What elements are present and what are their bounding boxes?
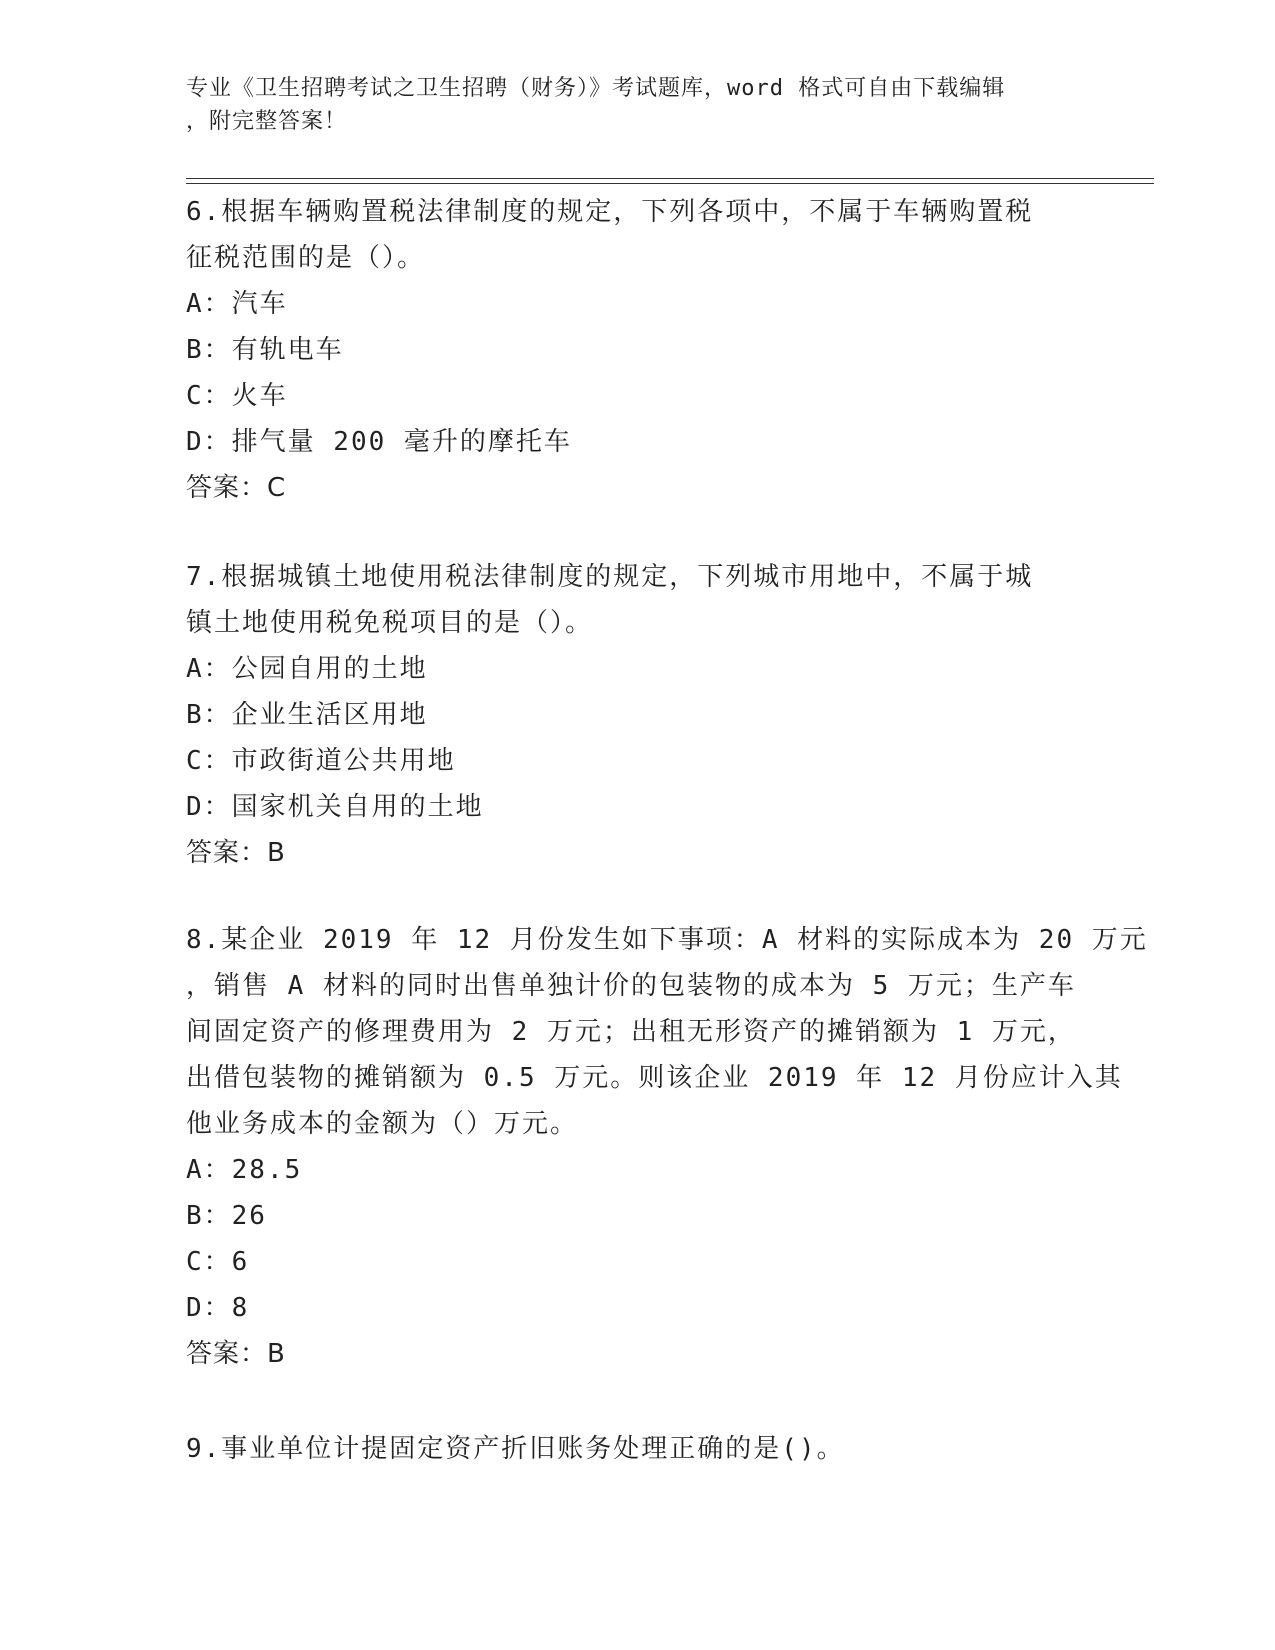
option-c: C：火车 (186, 381, 288, 411)
question-stem-line: 出借包装物的摊销额为 0.5 万元。则该企业 2019 年 12 月份应计入其 (186, 1063, 1123, 1093)
option-b: B：有轨电车 (186, 335, 344, 365)
header-divider-top (186, 178, 1154, 179)
question-stem-line: 他业务成本的金额为（）万元。 (186, 1109, 579, 1139)
option-a: A：公园自用的土地 (186, 654, 428, 684)
option-c: C：市政街道公共用地 (186, 746, 456, 776)
question-6 (186, 189, 1066, 511)
question-stem-line: 9.事业单位计提固定资产折旧账务处理正确的是()。 (186, 1434, 845, 1464)
header-divider-bottom (186, 183, 1154, 184)
question-9 (186, 1426, 1066, 1472)
option-d: D：8 (186, 1293, 250, 1323)
question-stem-line: 镇土地使用税免税项目的是（）。 (186, 608, 594, 638)
option-d: D：国家机关自用的土地 (186, 792, 484, 822)
question-stem-line: ，销售 A 材料的同时出售单独计价的包装物的成本为 5 万元；生产车 (186, 971, 1076, 1001)
option-b: B：26 (186, 1201, 267, 1231)
option-c: C：6 (186, 1247, 250, 1277)
option-a: A：汽车 (186, 289, 288, 319)
option-b: B：企业生活区用地 (186, 700, 428, 730)
answer: 答案：B (186, 838, 286, 868)
header-line-2: ，附完整答案！ (186, 109, 348, 134)
answer: 答案：B (186, 1339, 286, 1369)
question-stem-line: 7.根据城镇土地使用税法律制度的规定，下列城市用地中，不属于城 (186, 562, 1034, 592)
answer: 答案：C (186, 473, 287, 503)
option-a: A：28.5 (186, 1155, 303, 1185)
question-8 (186, 917, 1148, 1377)
option-d: D：排气量 200 毫升的摩托车 (186, 427, 572, 457)
question-stem-line: 8.某企业 2019 年 12 月份发生如下事项：A 材料的实际成本为 20 万元 (186, 925, 1148, 955)
header-line-1: 专业《卫生招聘考试之卫生招聘（财务）》考试题库，word 格式可自由下载编辑 (186, 76, 1006, 101)
question-stem-line: 间固定资产的修理费用为 2 万元；出租无形资产的摊销额为 1 万元， (186, 1017, 1076, 1047)
document-header (186, 72, 1086, 138)
question-stem-line: 6.根据车辆购置税法律制度的规定，下列各项中，不属于车辆购置税 (186, 197, 1034, 227)
question-stem-line: 征税范围的是（）。 (186, 243, 426, 273)
question-7 (186, 554, 1066, 876)
